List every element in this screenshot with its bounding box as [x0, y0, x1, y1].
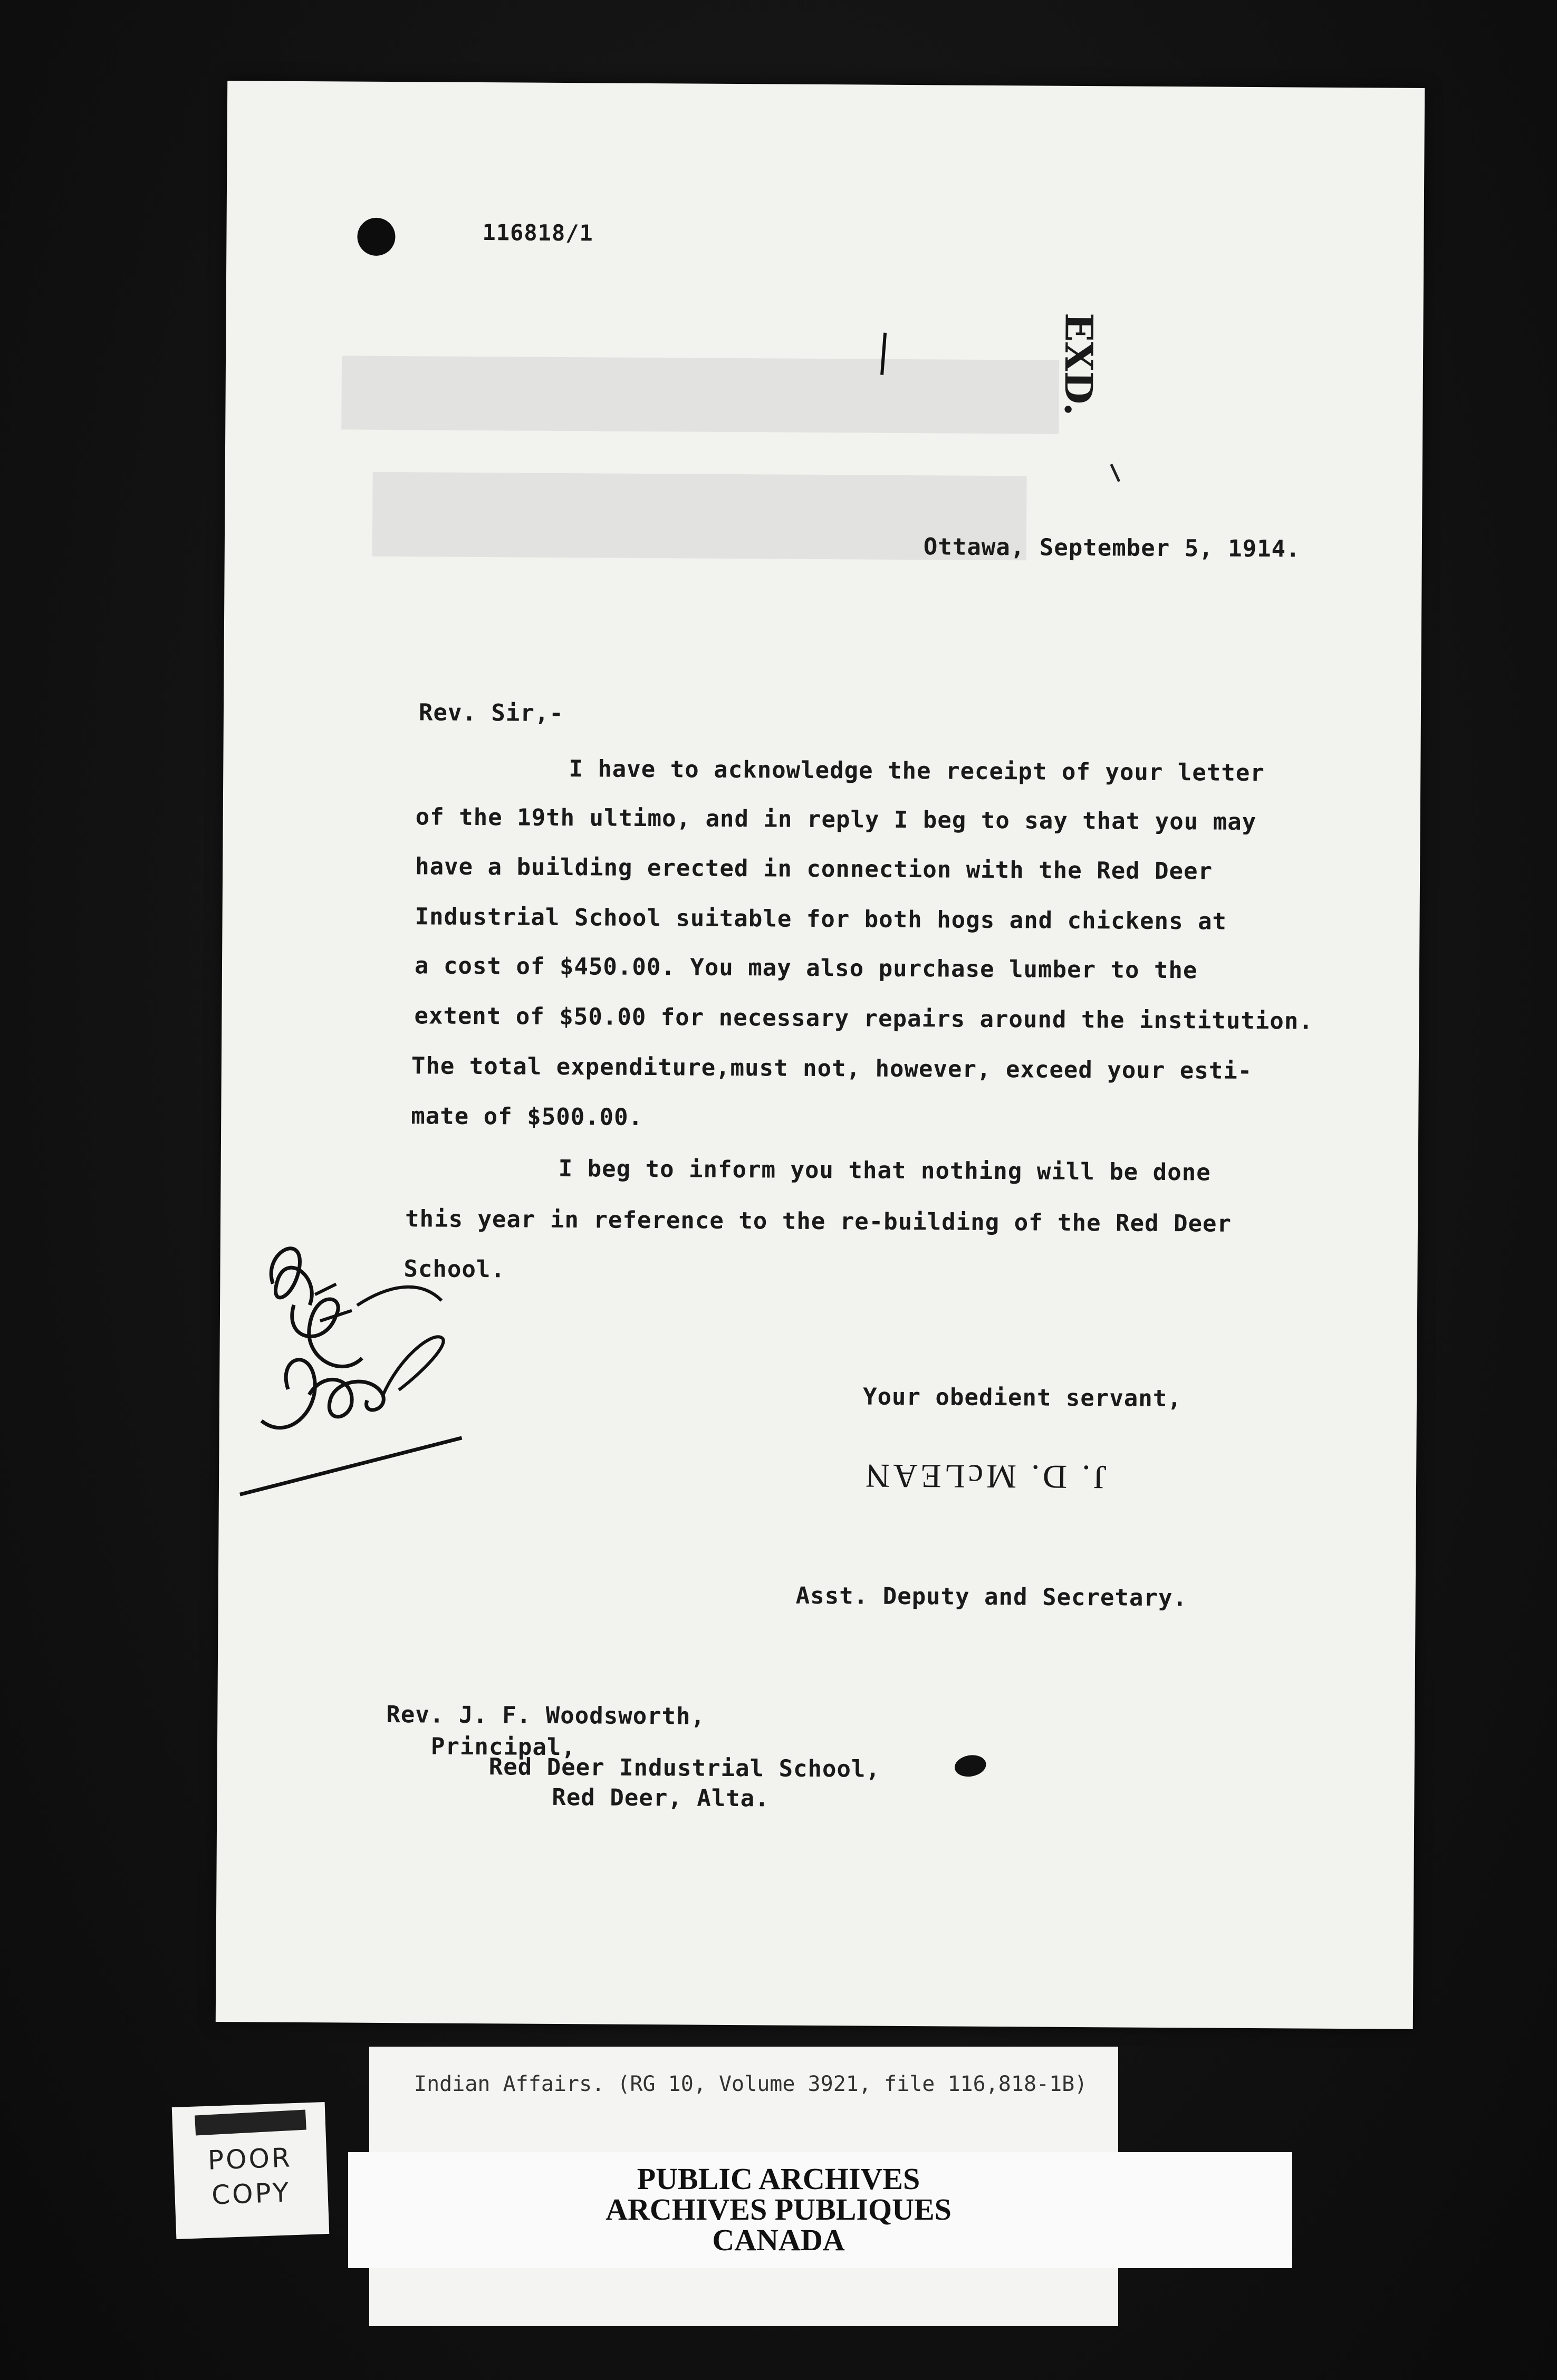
body-line: a cost of $450.00. You may also purchase lumber to the — [414, 952, 1198, 984]
body-line: have a building erected in connection with the Red Deer — [415, 853, 1213, 885]
punch-hole — [357, 218, 395, 256]
letter-sheet — [216, 81, 1425, 2029]
body-line: extent of $50.00 for necessary repairs around the institution. — [414, 1002, 1313, 1035]
body-line: I have to acknowledge the receipt of your letter — [569, 755, 1265, 787]
archive-line-1: PUBLIC ARCHIVES — [637, 2162, 920, 2196]
address-line: Principal, — [430, 1733, 576, 1761]
pencil-tick-mark-small — [1110, 464, 1120, 482]
body-line: The total expenditure,must not, however, exceed your esti- — [411, 1052, 1253, 1085]
handwritten-initials — [229, 1220, 526, 1517]
body-line: School. — [403, 1255, 506, 1283]
address-line: Red Deer, Alta. — [552, 1783, 770, 1812]
body-line: this year in reference to the re-building of the Red Deer — [405, 1205, 1232, 1237]
archive-line-2: ARCHIVES PUBLIQUES — [606, 2192, 952, 2227]
address-line: Red Deer Industrial School, — [488, 1753, 881, 1783]
date-line: Ottawa, September 5, 1914. — [923, 533, 1301, 563]
signer-title: Asst. Deputy and Secretary. — [795, 1582, 1188, 1612]
marginal-note: EXD. — [1056, 312, 1102, 416]
address-line: Rev. J. F. Woodsworth, — [386, 1701, 706, 1730]
body-line: Industrial School suitable for both hogs and chickens at — [415, 903, 1227, 935]
archive-line-3: CANADA — [712, 2223, 845, 2257]
ink-blot — [953, 1753, 988, 1779]
poor-copy-note: POOR COPY — [207, 2142, 293, 2211]
closing: Your obedient servant, — [862, 1383, 1182, 1413]
body-line: mate of $500.00. — [411, 1102, 643, 1131]
body-line: of the 19th ultimo, and in reply I beg to say that you may — [415, 803, 1257, 836]
file-number: 116818/1 — [482, 219, 593, 246]
salutation: Rev. Sir,- — [418, 699, 564, 727]
body-line: I beg to inform you that nothing will be done — [558, 1155, 1211, 1186]
signature-stamp: J. D. McLEAN — [862, 1457, 1107, 1496]
faint-stamp-imprint — [330, 334, 1070, 656]
archive-reference: Indian Affairs. (RG 10, Volume 3921, file 116,818-1B) — [414, 2072, 1088, 2096]
